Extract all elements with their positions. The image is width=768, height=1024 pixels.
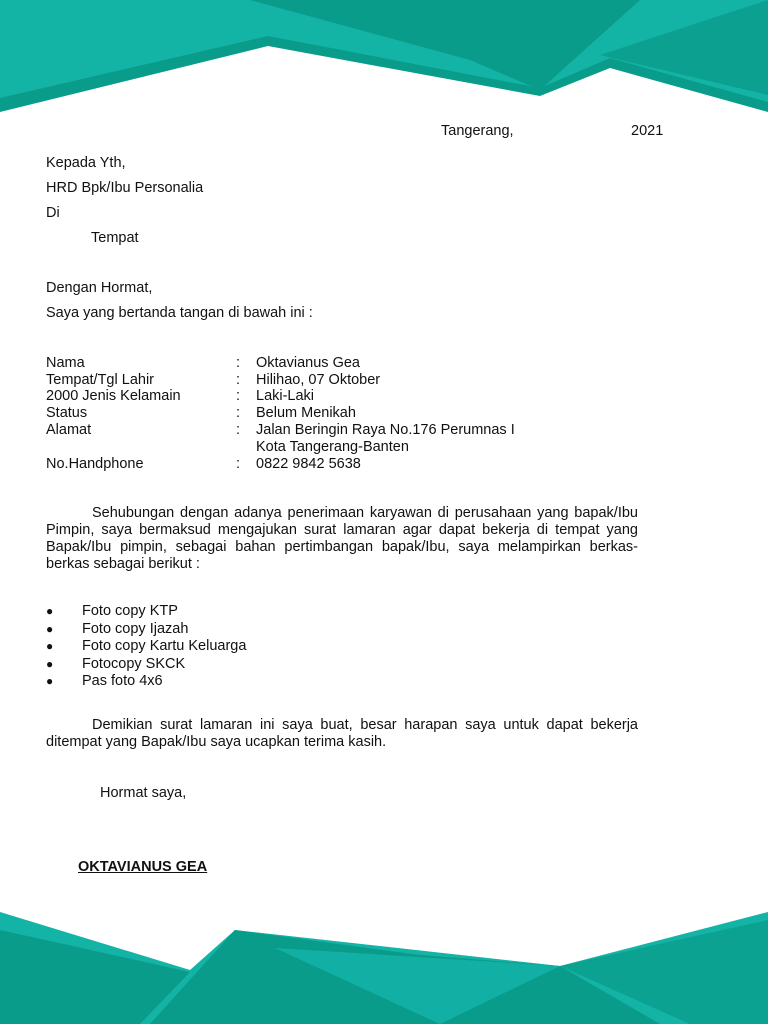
list-item <box>46 603 246 621</box>
recipient-line-3: Di <box>46 205 60 221</box>
info-colon: : <box>236 388 241 404</box>
info-value-status: Belum Menikah <box>256 405 356 421</box>
intro-line: Saya yang bertanda tangan di bawah ini : <box>46 305 313 321</box>
bullet-icon: ● <box>46 656 54 671</box>
bullet-icon: ● <box>46 604 54 618</box>
list-item <box>46 621 246 639</box>
attachment-text: Foto copy Kartu Keluarga <box>82 638 247 654</box>
info-value-handphone: 0822 9842 5638 <box>256 456 361 472</box>
body-paragraph-2-text: Demikian surat lamaran ini saya buat, besar harapan saya untuk dapat bekerja ditempat yang Bapak/Ibu saya ucapkan terima kasih. <box>46 717 638 750</box>
body-paragraph-2 <box>46 717 638 751</box>
closing-salutation: Hormat saya, <box>100 785 187 801</box>
bullet-icon: ● <box>46 639 54 653</box>
bullet-icon: ● <box>46 621 54 636</box>
bullet-icon: ● <box>46 674 54 688</box>
info-label-status: Status <box>46 405 88 421</box>
info-label-alamat: Alamat <box>46 422 92 438</box>
attachment-text: Foto copy Ijazah <box>82 620 189 637</box>
info-colon: : <box>236 422 241 438</box>
info-colon: : <box>236 456 241 472</box>
info-label-handphone: No.Handphone <box>46 456 144 472</box>
info-value-jenis-kelamin: Laki-Laki <box>256 388 315 404</box>
footer-decoration <box>0 900 768 1024</box>
attachment-text: Foto copy KTP <box>82 603 178 619</box>
letter-year: 2021 <box>631 123 664 139</box>
info-label-jenis-kelamin: 2000 Jenis Kelamain <box>46 388 181 404</box>
info-value-alamat-line-2: Kota Tangerang-Banten <box>256 439 409 455</box>
greeting: Dengan Hormat, <box>46 280 153 296</box>
attachment-text: Fotocopy SKCK <box>82 655 186 672</box>
signature-name: OKTAVIANUS GEA <box>78 859 208 875</box>
list-item <box>46 638 246 656</box>
list-item <box>46 656 246 674</box>
recipient-line-2: HRD Bpk/Ibu Personalia <box>46 180 204 196</box>
attachment-text: Pas foto 4x6 <box>82 673 163 689</box>
header-decoration <box>0 0 768 120</box>
letter-city: Tangerang, <box>441 123 514 139</box>
body-paragraph-1-text: Sehubungan dengan adanya penerimaan karyawan di perusahaan yang bapak/Ibu Pimpin, saya bermaksud mengajukan surat lamaran agar dapat bekerja di tempat yang Bapak/Ibu pimpin, sebagai bahan pertimbangan bapak/Ibu, saya melampirkan berkas-berkas sebagai berikut : <box>46 505 638 572</box>
recipient-line-1: Kepada Yth, <box>46 155 126 171</box>
info-colon: : <box>236 355 241 371</box>
recipient-line-4: Tempat <box>91 230 139 246</box>
attachment-list <box>46 603 246 691</box>
info-value-nama: Oktavianus Gea <box>256 355 360 371</box>
body-paragraph-1 <box>46 505 638 573</box>
info-value-alamat: Jalan Beringin Raya No.176 Perumnas I <box>256 422 515 438</box>
info-value-tempat-tgl-lahir: Hilihao, 07 Oktober <box>256 372 381 388</box>
info-colon: : <box>236 405 241 421</box>
info-label-tempat-tgl-lahir: Tempat/Tgl Lahir <box>46 372 154 388</box>
info-label-nama: Nama <box>46 355 85 371</box>
list-item <box>46 673 246 691</box>
info-colon: : <box>236 372 241 388</box>
